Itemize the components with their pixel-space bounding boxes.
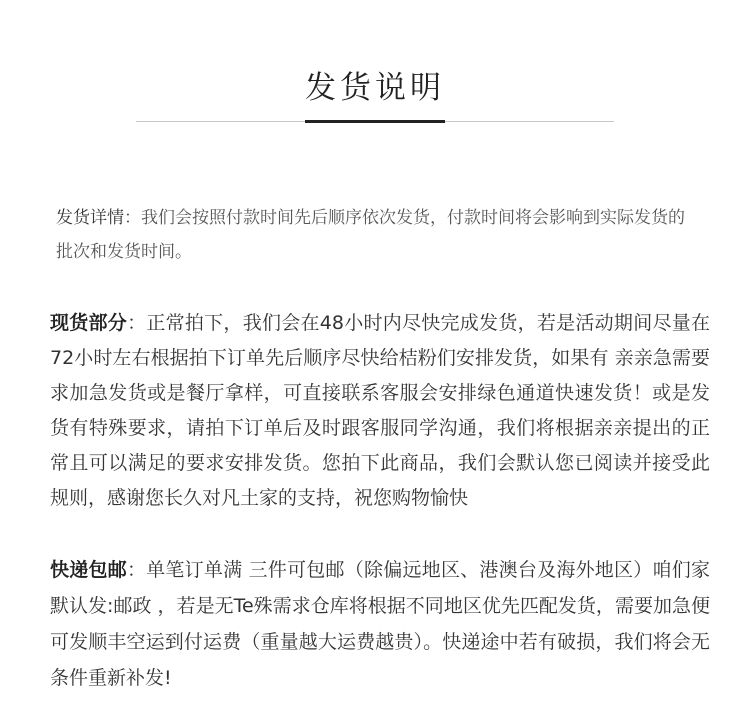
in-stock-text: 正常拍下，我们会在48小时内尽快完成发货，若是活动期间尽量在72小时左右根据拍下订单先后顺序尽快给桔粉们安排发货，如果有 亲亲急需要求加急发货或是餐厅拿样，可直接联系客服会安排绿色通道快速发货！或是发货有特殊要求，请拍下订单后及时跟客服同学沟通，我们将根据亲亲提出的正常且可以满足的要求安排发货。您拍下此商品，我们会默认您已阅读并接受此规则，感谢您长久对凡土家的支持，祝您购物愉快: [50, 312, 710, 509]
free-shipping-paragraph: [50, 552, 710, 696]
title-underline-accent: [305, 120, 445, 123]
free-shipping-label: 快递包邮: [50, 559, 127, 581]
page-title: 发货说明: [305, 70, 445, 106]
in-stock-paragraph: [50, 306, 710, 516]
shipping-details-text: 我们会按照付款时间先后顺序依次发货，付款时间将会影响到实际发货的批次和发货时间。: [56, 208, 685, 262]
shipping-details-paragraph: [56, 201, 696, 269]
free-shipping-colon: ：: [126, 559, 147, 581]
shipping-details-label: 发货详情: [56, 208, 124, 228]
shipping-details-colon: ：: [124, 208, 141, 228]
in-stock-label: 现货部分: [50, 312, 128, 334]
free-shipping-text: 单笔订单满 三件可包邮（除偏远地区、港澳台及海外地区）咱们家默认发:邮政 ，若是无Te殊需求仓库将根据不同地区优先匹配发货，需要加急便可发顺丰空运到付运费（重量越大运费越贵）。快递途中若有破损，我们将会无条件重新补发!: [50, 559, 710, 689]
in-stock-colon: ：: [127, 312, 147, 334]
